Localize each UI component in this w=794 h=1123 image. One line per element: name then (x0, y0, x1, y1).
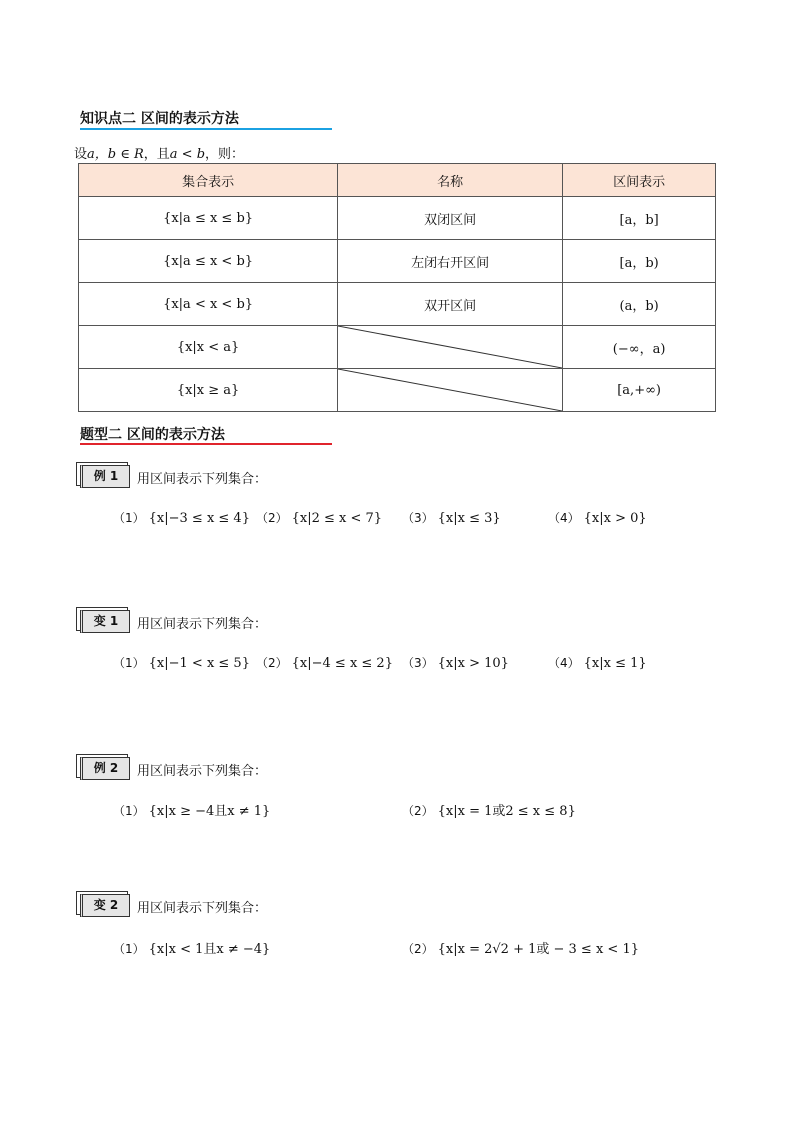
problem-expression: {x|x ≤ 1} (583, 656, 647, 671)
problem-number: （4） (548, 656, 580, 670)
badge-label: 例 2 (80, 757, 130, 780)
block-title: 用区间表示下列集合： (137, 617, 268, 632)
problem-item (256, 654, 393, 671)
problem-item (402, 938, 639, 957)
intro-prefix: 设 (74, 147, 88, 162)
badge-label: 变 1 (80, 610, 130, 633)
table-row (79, 369, 716, 412)
problem-expression: {x|x > 0} (583, 511, 647, 526)
problem-expression: {x|x > 10} (437, 656, 509, 671)
variant-badge (76, 607, 130, 633)
table-row (79, 326, 716, 369)
problem-item (548, 509, 647, 526)
cell-set: {x|a ≤ x < b} (79, 240, 338, 283)
problem-item (113, 654, 250, 671)
problem-item (402, 654, 509, 671)
problem-number: （4） (548, 511, 580, 525)
problem-item (113, 938, 270, 957)
cell-set: {x|a ≤ x ≤ b} (79, 197, 338, 240)
cell-name: 双开区间 (338, 283, 563, 326)
example-badge (76, 754, 130, 780)
cell-name-empty-diagonal (338, 326, 563, 369)
section-heading-knowledge: 知识点二 区间的表示方法 (80, 111, 239, 127)
cell-name: 双闭区间 (338, 197, 563, 240)
table-row (79, 283, 716, 326)
problem-expression: {x|x < 1且x ≠ −4} (148, 942, 271, 957)
block-title: 用区间表示下列集合： (137, 764, 268, 779)
intro-math-ab: a，b ∈ R (87, 147, 144, 162)
problem-number: （3） (402, 656, 434, 670)
cell-name-empty-diagonal (338, 369, 563, 412)
problem-number: （1） (113, 656, 145, 670)
problem-number: （2） (256, 511, 288, 525)
diagonal-slash (338, 326, 562, 368)
cell-interval: [a，b) (563, 240, 716, 283)
header-set-notation: 集合表示 (79, 164, 338, 197)
problem-expression: {x|x = 1或2 ≤ x ≤ 8} (437, 804, 576, 819)
problem-item (402, 800, 576, 819)
problem-expression: {x|x ≤ 3} (437, 511, 501, 526)
header-interval-notation: 区间表示 (563, 164, 716, 197)
cell-interval: [a，b] (563, 197, 716, 240)
problem-item (548, 654, 647, 671)
problem-number: （2） (402, 804, 434, 818)
section-underline-blue (80, 128, 332, 130)
interval-table (78, 163, 716, 412)
block-title: 用区间表示下列集合： (137, 901, 268, 916)
badge-label: 变 2 (80, 894, 130, 917)
problem-item (113, 800, 270, 819)
problem-expression: {x|−3 ≤ x ≤ 4} (148, 511, 250, 526)
cell-set: {x|x < a} (79, 326, 338, 369)
intro-suffix: ，则： (205, 147, 245, 162)
problem-expression: {x|x ≥ −4且x ≠ 1} (148, 804, 271, 819)
problem-number: （1） (113, 511, 145, 525)
header-name: 名称 (338, 164, 563, 197)
section-heading-question-type: 题型二 区间的表示方法 (80, 427, 225, 443)
intro-sentence (74, 143, 244, 162)
cell-interval: [a,+∞) (563, 369, 716, 412)
diagonal-slash (338, 369, 562, 411)
table-row (79, 197, 716, 240)
variant-badge (76, 891, 130, 917)
block-title: 用区间表示下列集合： (137, 472, 268, 487)
intro-mid: ，且 (143, 147, 170, 162)
cell-set: {x|x ≥ a} (79, 369, 338, 412)
problem-number: （1） (113, 942, 145, 956)
problem-number: （2） (256, 656, 288, 670)
badge-label: 例 1 (80, 465, 130, 488)
problem-item (113, 509, 250, 526)
problem-expression: {x|2 ≤ x < 7} (291, 511, 383, 526)
table-row (79, 240, 716, 283)
problem-item (402, 509, 501, 526)
section-underline-red (80, 443, 332, 445)
cell-name: 左闭右开区间 (338, 240, 563, 283)
cell-interval: (−∞，a) (563, 326, 716, 369)
problem-number: （3） (402, 511, 434, 525)
cell-set: {x|a < x < b} (79, 283, 338, 326)
example-badge (76, 462, 130, 488)
table-header-row (79, 164, 716, 197)
problem-expression: {x|x = 2√2 + 1或 − 3 ≤ x < 1} (437, 942, 639, 957)
problem-expression: {x|−1 < x ≤ 5} (148, 656, 250, 671)
problem-item (256, 509, 382, 526)
problem-number: （2） (402, 942, 434, 956)
problem-expression: {x|−4 ≤ x ≤ 2} (291, 656, 393, 671)
problem-number: （1） (113, 804, 145, 818)
cell-interval: (a，b) (563, 283, 716, 326)
intro-math-inequality: a < b (169, 147, 206, 162)
